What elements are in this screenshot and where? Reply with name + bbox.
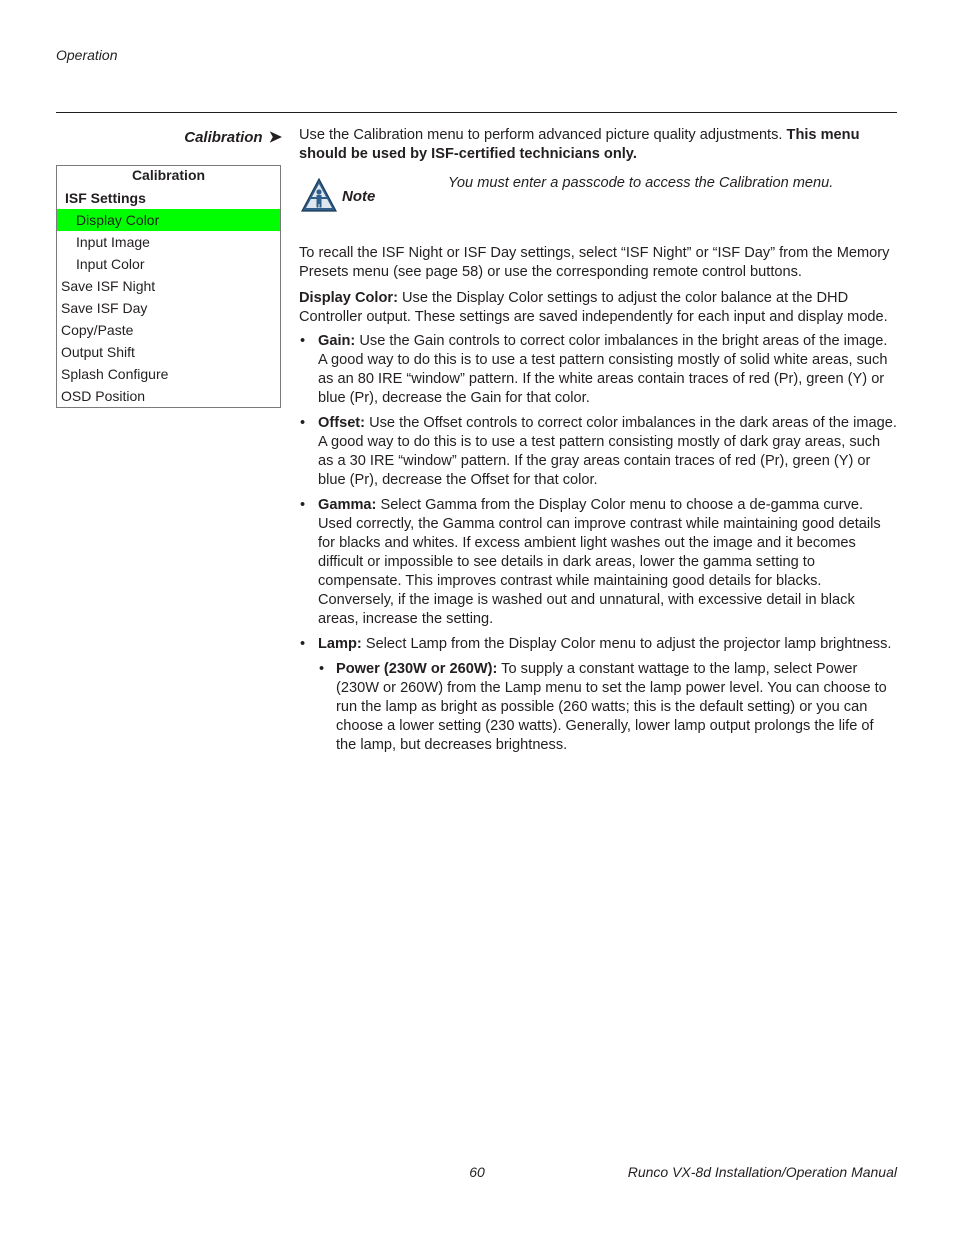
menu-item-save-isf-night[interactable]: Save ISF Night xyxy=(61,278,156,294)
gamma-term: Gamma: xyxy=(318,497,377,513)
display-color-term: Display Color: xyxy=(299,290,398,306)
section-title xyxy=(56,127,282,147)
recall-paragraph: To recall the ISF Night or ISF Day settings, select “ISF Night” or “ISF Day” from the Memory Presets menu (see page 58) or use the corresponding remote control buttons. xyxy=(299,245,890,280)
note-box xyxy=(299,174,897,244)
list-item-power xyxy=(318,660,897,755)
list-item-gain xyxy=(299,332,897,408)
gain-text: Use the Gain controls to correct color imbalances in the bright areas of the image. A good way to do this is to use a test pattern consisting mostly of solid white areas, such as an 80 IRE “window” pattern. If the white areas contain traces of red (Pr), green (Y) or blue (Pr), decrease the Gain for that color. xyxy=(318,333,888,406)
offset-text: Use the Offset controls to correct color imbalances in the dark areas of the image. A good way to do this is to use a test pattern consisting mostly of dark gray areas, such as a 30 IRE “window” pattern. If the gray areas contain traces of red (Pr), green (Y) or blue (Pr), decrease the Offset for that color. xyxy=(318,415,897,488)
display-color-text: Use the Display Color settings to adjust the color balance at the DHD Controller output. These settings are saved independently for each input and display mode. xyxy=(299,290,888,325)
lamp-text: Select Lamp from the Display Color menu to adjust the projector lamp brightness. xyxy=(361,636,892,652)
menu-item-input-color[interactable]: Input Color xyxy=(76,256,145,272)
power-term: Power (230W or 260W): xyxy=(336,661,498,677)
settings-list xyxy=(299,332,897,755)
main-content xyxy=(299,126,897,761)
power-text: To supply a constant wattage to the lamp, select Power (230W or 260W) from the Lamp menu to set the lamp power level. You can choose to run the lamp as bright as possible (260 watts; this is the default setting) or you can choose a lower setting (230 watts). Generally, lower lamp output prolongs the life of the lamp, but decreases brightness. xyxy=(336,661,887,753)
lamp-term: Lamp: xyxy=(318,636,362,652)
list-item-offset xyxy=(299,414,897,490)
menu-group-isf-settings[interactable]: ISF Settings xyxy=(65,190,146,206)
section-title-text: Calibration xyxy=(184,129,263,146)
menu-item-save-isf-day[interactable]: Save ISF Day xyxy=(61,300,148,316)
gain-term: Gain: xyxy=(318,333,356,349)
menu-title: Calibration xyxy=(131,167,206,183)
list-item-lamp xyxy=(299,635,897,755)
gamma-text: Select Gamma from the Display Color menu to choose a de-gamma curve. Used correctly, the Gamma control can improve contrast while maintaining good details for blacks and whites. If excess ambient light washes out the image and it becomes difficult or impossible to see details in dark areas, lower the gamma setting to compensate. This improves contrast while maintaining good details for blacks. Conversely, if the image is washed out and unnatural, with excessive detail in black areas, increase the setting. xyxy=(318,497,881,627)
header-divider xyxy=(56,112,897,113)
display-color-paragraph xyxy=(299,289,897,327)
menu-item-splash-configure[interactable]: Splash Configure xyxy=(61,366,169,382)
intro-paragraph xyxy=(299,126,897,164)
list-item-gamma xyxy=(299,496,897,629)
arrow-right-icon: ➤ xyxy=(268,129,282,146)
intro-bold: This menu should be used by ISF-certified technicians only. xyxy=(299,127,860,162)
running-header: Operation xyxy=(56,47,118,63)
manual-title: Runco VX-8d Installation/Operation Manual xyxy=(627,1164,897,1180)
note-label: Note xyxy=(342,188,376,205)
menu-item-display-color[interactable]: Display Color xyxy=(57,209,280,231)
note-pointing-icon xyxy=(301,178,337,212)
intro-text: Use the Calibration menu to perform advanced picture quality adjustments. xyxy=(299,127,787,143)
offset-term: Offset: xyxy=(318,415,366,431)
note-text: You must enter a passcode to access the Calibration menu. xyxy=(448,175,834,191)
lamp-sub-list xyxy=(318,660,897,755)
menu-item-osd-position[interactable]: OSD Position xyxy=(61,388,146,404)
calibration-menu xyxy=(56,165,281,408)
menu-item-output-shift[interactable]: Output Shift xyxy=(61,344,135,360)
menu-item-copy-paste[interactable]: Copy/Paste xyxy=(61,322,134,338)
page-number: 60 xyxy=(469,1164,485,1180)
menu-item-input-image[interactable]: Input Image xyxy=(76,234,150,250)
